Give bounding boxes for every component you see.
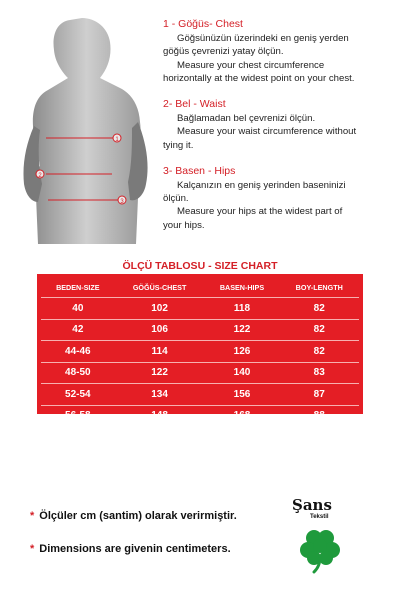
table-header-row [41,278,359,298]
cell-length: 82 [279,341,359,363]
instruction-text-tr: Bağlamadan bel çevrenizi ölçün. [177,113,316,125]
instruction-text-en: horizontally at the widest point on your chest. [163,72,355,84]
size-chart-title: ÖLÇÜ TABLOSU - SIZE CHART [122,260,278,272]
instruction-hips [163,165,395,232]
cell-size: 40 [41,298,115,320]
marker-label: 3 [120,199,124,205]
cell-hips: 168 [233,410,251,422]
cell-length: 83 [279,362,359,384]
table-row [41,362,359,384]
column-header-size: BEDEN-SIZE [41,278,115,298]
note-text: Dimensions are givenin centimeters. [39,543,231,555]
marker-label: 2 [38,173,42,179]
clover-icon [298,526,342,574]
column-header-length: BOY-LENGTH [279,278,359,298]
column-header-chest: GÖĞÜS-CHEST [115,278,205,298]
note-text: Ölçüler cm (santim) olarak verirmiştir. [39,510,237,522]
cell-chest: 114 [115,341,205,363]
body-silhouette [8,14,158,244]
asterisk-marker: * [30,510,35,522]
column-header-hips: BASEN-HIPS [205,278,280,298]
cell-size: 48-50 [41,362,115,384]
cell-hips: 156 [205,384,280,406]
instruction-text-tr: ölçün. [163,193,189,205]
cell-size: 42 [41,319,115,341]
logo-subtitle: Tekstil [310,514,329,520]
note-turkish [30,510,237,522]
instruction-title: 3- Basen - Hips [163,164,236,177]
size-chart-table [37,274,363,422]
cell-chest: 122 [115,362,205,384]
cell-length: 82 [279,319,359,341]
asterisk-marker: * [30,543,35,555]
instruction-waist [163,98,395,152]
cell-hips: 122 [205,319,280,341]
cell-chest: 106 [115,319,205,341]
instruction-title: 1 - Göğüs- Chest [163,18,243,30]
instruction-title: 2- Bel - Waist [163,98,226,111]
instruction-text-tr: Kalçanızın en geniş yerinden baseninizi [177,180,346,192]
cell-chest: 148 [151,410,168,422]
cell-chest: 134 [115,384,205,406]
instruction-text-en: Measure your waist circumference without [177,126,357,138]
table-row [41,319,359,341]
instruction-text-en: your hips. [163,219,205,231]
brand-logo [282,496,354,576]
logo-name: Şans [292,496,332,514]
cell-chest: 102 [115,298,205,320]
instruction-text-en: Measure your chest circumference [177,59,325,71]
instruction-text-en: tying it. [163,139,194,151]
table-row [41,384,359,406]
table-row [41,341,359,363]
instruction-chest [163,18,395,85]
cell-size: 44-46 [41,341,115,363]
table-row [41,405,359,426]
note-english [30,543,231,555]
marker-label: 1 [115,137,119,143]
cell-size: 56-58 [65,410,91,422]
cell-length: 87 [279,384,359,406]
table-row [41,298,359,320]
cell-length: 82 [279,298,359,320]
instruction-text-tr: Göğsünüzün üzerindeki en geniş yerden [177,33,349,45]
cell-hips: 140 [205,362,280,384]
instruction-text-tr: göğüs çevrenizi yatay ölçün. [163,46,284,58]
measurement-instructions [163,18,395,245]
instruction-text-en: Measure your hips at the widest part of [177,206,343,218]
cell-hips: 126 [205,341,280,363]
cell-size: 52-54 [41,384,115,406]
cell-hips: 118 [205,298,280,320]
cell-length: 88 [313,410,325,422]
